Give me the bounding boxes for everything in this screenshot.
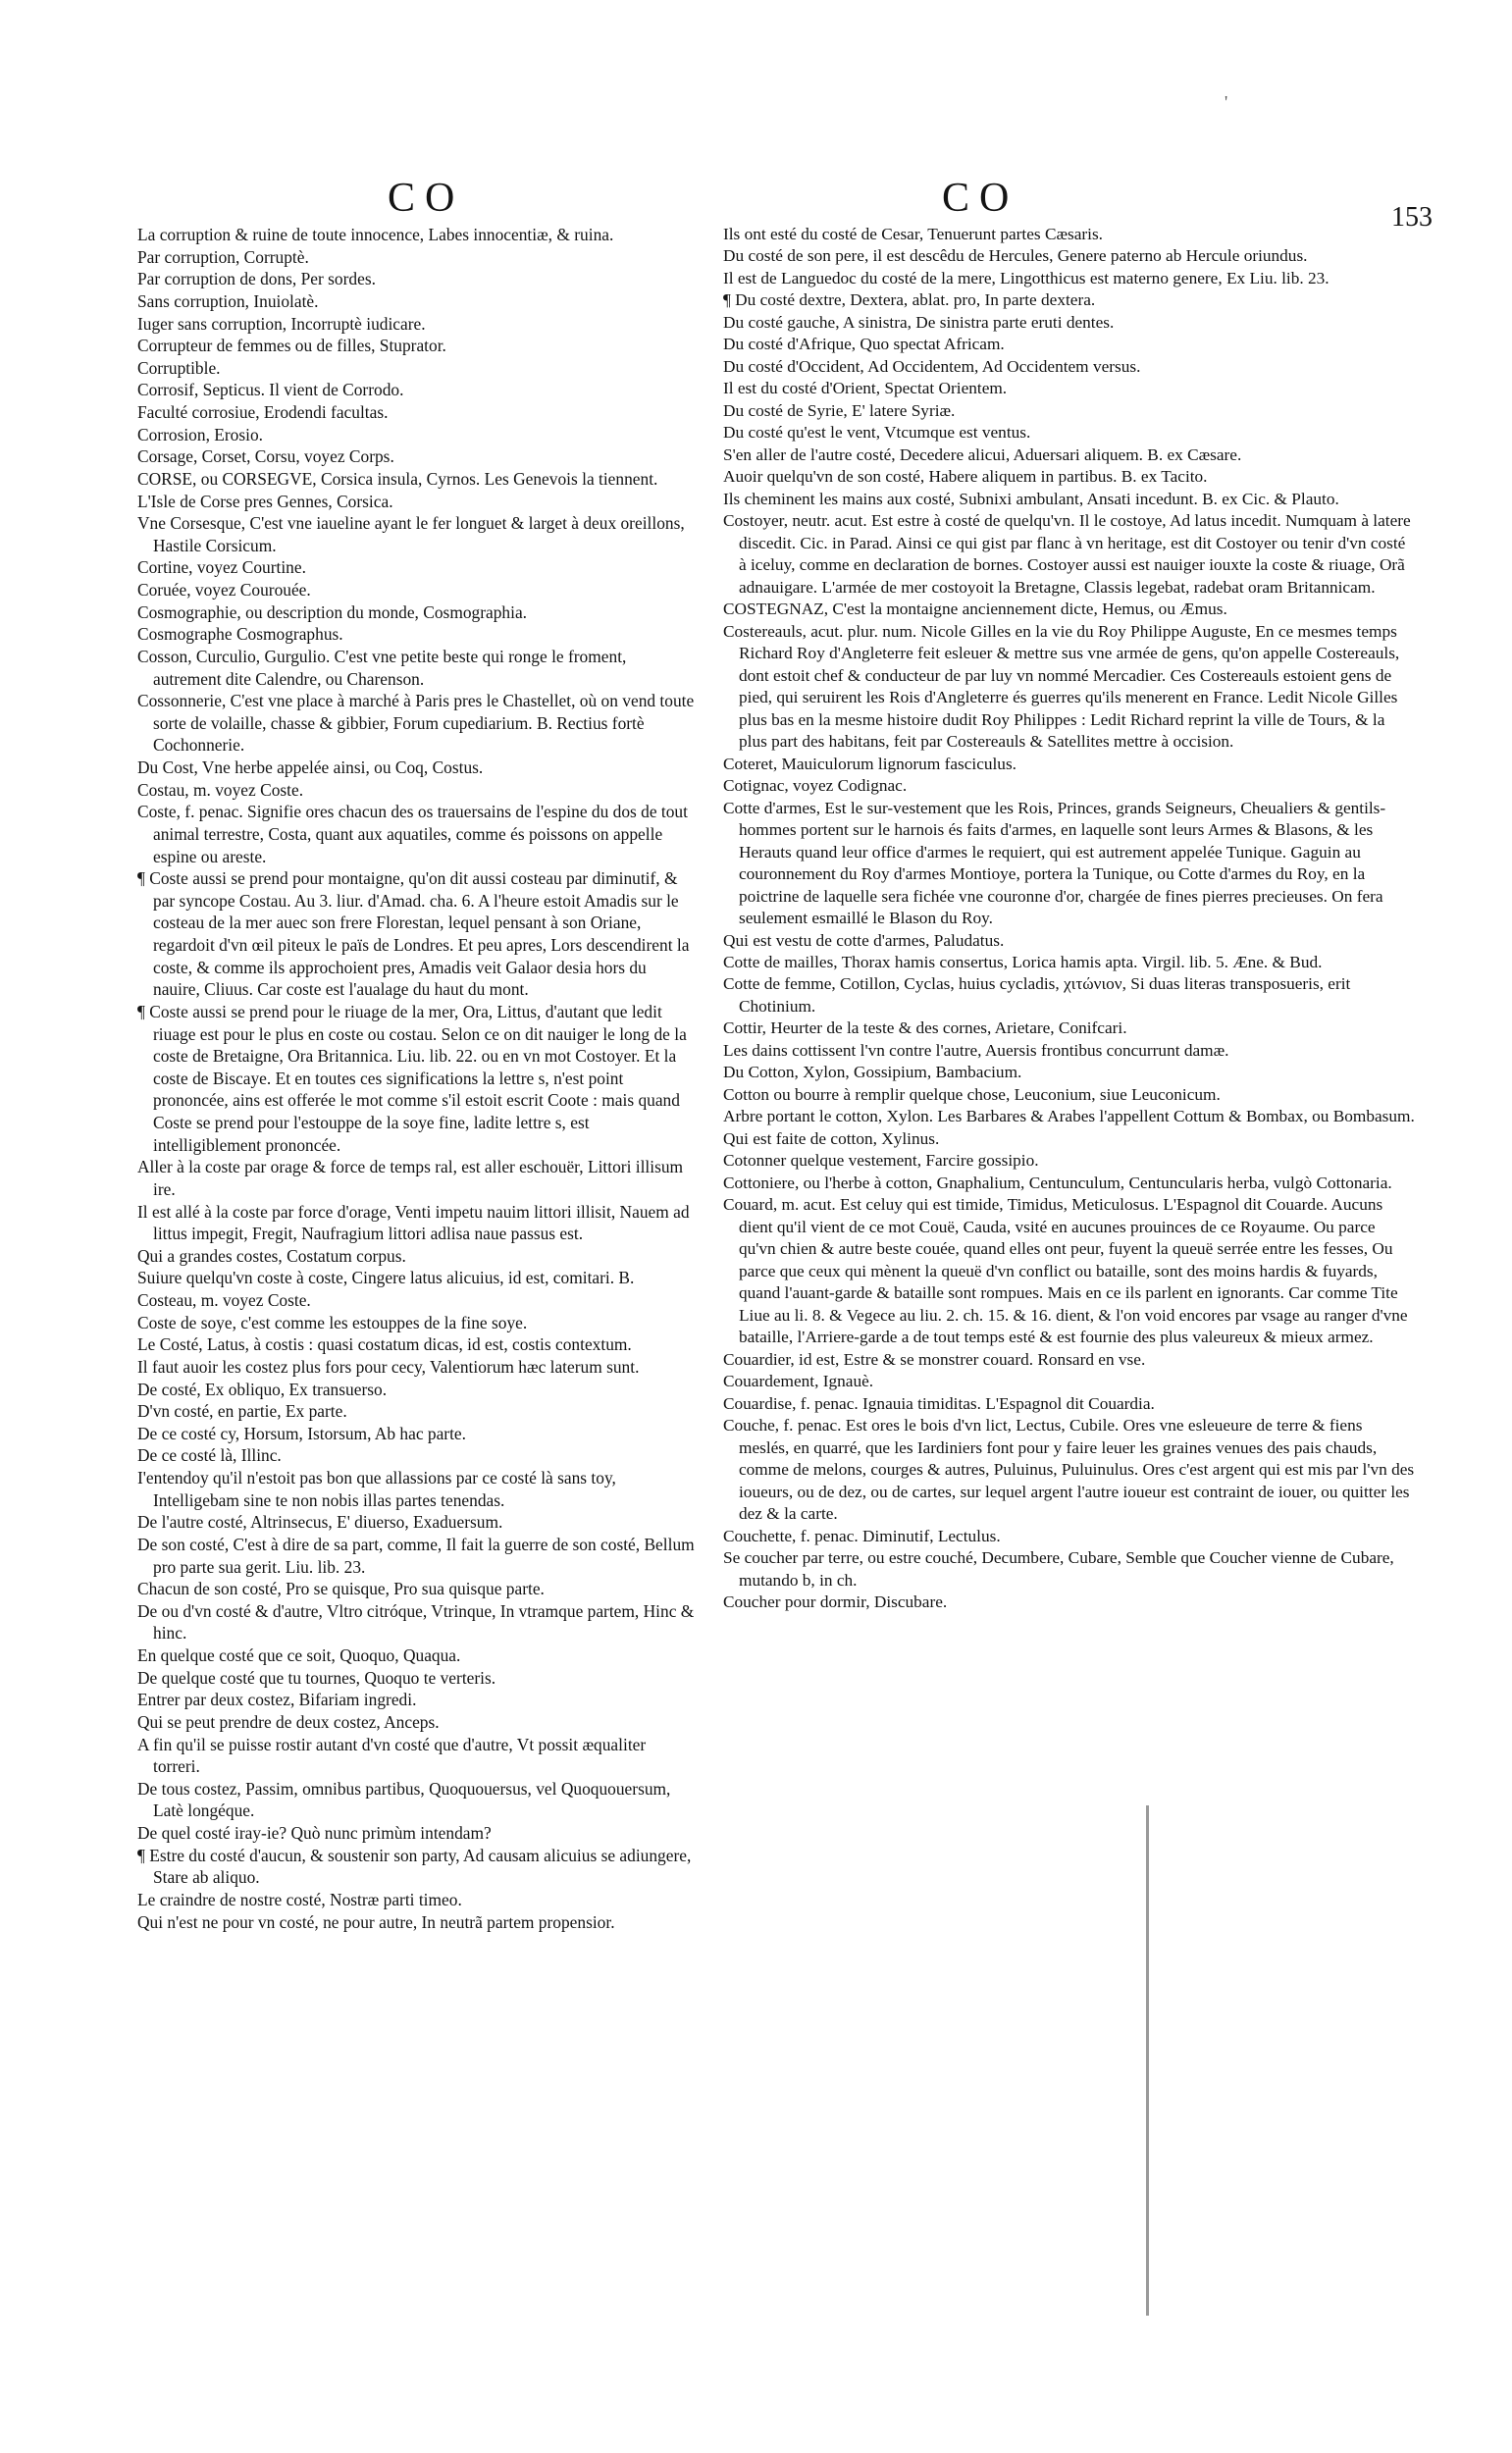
dictionary-entry: Qui est vestu de cotte d'armes, Paludatus. bbox=[723, 930, 1005, 950]
dictionary-entry: Coteret, Mauiculorum lignorum fasciculus. bbox=[723, 754, 1017, 773]
dictionary-entry: De ou d'vn costé & d'autre, Vltro citróque, Vtrinque, In vtramque partem, Hinc & hinc. bbox=[137, 1600, 695, 1644]
dictionary-entry: En quelque costé que ce soit, Quoquo, Quaqua. bbox=[137, 1645, 461, 1665]
dictionary-entry: Coruée, voyez Courouée. bbox=[137, 580, 311, 600]
dictionary-entry: Couard, m. acut. Est celuy qui est timide, Timidus, Meticulosus. L'Espagnol dit Couarde. Aucuns dient qu'il vient de ce mot Couë, Cauda, vsité en aucunes prouinces de ce Royaume. Ou parce qu'vn chien & autre beste couée, quand elles ont peur, fuyent la queuë serrée entre les fesses, Ou parce que ceux qui mènent la queuë d'vn conflict ou bataille, sont des moins hardis & fuyards, quand l'auant-garde & bataille sont rompues. Mais en ce ils parlent en ignorants. Car comme Tite Liue au li. 8. & Vegece au liu. 2. ch. 15. & 16. dient, & l'on void encores par vsage au ranger d'vne bataille, l'Arriere-garde a de tout temps esté & est fournie des plus valeureux & mieux armez. bbox=[723, 1195, 1408, 1347]
dictionary-entry: CORSE, ou CORSEGVE, Corsica insula, Cyrnos. Les Genevois la tiennent. bbox=[137, 468, 658, 489]
dictionary-entry: ¶ Du costé dextre, Dextera, ablat. pro, In parte dextera. bbox=[723, 290, 1096, 310]
page-number: 153 bbox=[1391, 202, 1433, 233]
margin-rule bbox=[1146, 1805, 1149, 2316]
dictionary-entry: Du costé de son pere, il est descêdu de Hercules, Genere paterno ab Hercule oriundus. bbox=[723, 246, 1308, 266]
dictionary-entry: Du Cotton, Xylon, Gossipium, Bambacium. bbox=[723, 1063, 1022, 1082]
dictionary-entry: Aller à la coste par orage & force de temps ral, est aller eschouër, Littori illisum ire. bbox=[137, 1157, 684, 1199]
dictionary-entry: Arbre portant le cotton, Xylon. Les Barbares & Arabes l'appellent Cottum & Bombax, ou Bombasum. bbox=[723, 1107, 1415, 1126]
dictionary-entry: Suiure quelqu'vn coste à coste, Cingere latus alicuius, id est, comitari. B. bbox=[137, 1268, 635, 1288]
dictionary-entry: La corruption & ruine de toute innocence, Labes innocentiæ, & ruina. bbox=[137, 225, 614, 244]
dictionary-entry: Cotte de mailles, Thorax hamis consertus, Lorica hamis apta. Virgil. lib. 5. Æne. & Bud. bbox=[723, 952, 1323, 971]
margin-mark: ' bbox=[1225, 92, 1228, 112]
dictionary-entry: Qui a grandes costes, Costatum corpus. bbox=[137, 1245, 406, 1266]
dictionary-entry: Corsage, Corset, Corsu, voyez Corps. bbox=[137, 446, 394, 467]
dictionary-entry: Faculté corrosiue, Erodendi facultas. bbox=[137, 402, 389, 422]
dictionary-entry: Cosson, Curculio, Gurgulio. C'est vne petite beste qui ronge le froment, autrement dite Calendre, ou Charenson. bbox=[137, 646, 627, 689]
dictionary-entry: Cotte d'armes, Est le sur-vestement que les Rois, Princes, grands Seigneurs, Cheualiers & gentils-hommes portent sur le harnois és faits d'armes, en laquelle sont leurs Armes & Blasons, & les Herauts quand leur office d'armes le requiert, qui est autrement appelée Tunique. Gaguin au couronnement du Roy d'armes Montioye, portera la Tunique, ou Cotte d'armes du Roy, en la poictrine de laquelle sera fichée vne couronne d'or, chargée de fines pierres precieuses. On fera seulement esmaillé le Blason du Roy. bbox=[723, 798, 1386, 928]
dictionary-entry: De costé, Ex obliquo, Ex transuerso. bbox=[137, 1379, 388, 1399]
dictionary-entry: Qui est faite de cotton, Xylinus. bbox=[723, 1128, 940, 1148]
dictionary-entry: Couardement, Ignauè. bbox=[723, 1372, 874, 1391]
dictionary-entry: Les dains cottissent l'vn contre l'autre, Auersis frontibus concurrunt damæ. bbox=[723, 1040, 1229, 1060]
dictionary-entry: Cortine, voyez Courtine. bbox=[137, 557, 306, 578]
dictionary-entry: Ils cheminent les mains aux costé, Subnixi ambulant, Ansati incedunt. B. ex Cic. & Plauto. bbox=[723, 489, 1339, 508]
dictionary-entry: Costoyer, neutr. acut. Est estre à costé de quelqu'vn. Il le costoye, Ad latus incedit. Numquam à latere discedit. Cic. in Parad. Ainsi ce qui gist par flanc à vn heritage, est dit Costoyer ou tenir d'vn costé à iceluy, comme en declaration de bornes. Costoyer aussi est nauiger iouxte la coste & riuage, Orã adnauigare. L'armée de mer costoyoit la Bretagne, Classis legebat, radebat oram Britannicam. bbox=[723, 511, 1411, 597]
dictionary-entry: Coste, f. penac. Signifie ores chacun des os trauersains de l'espine du dos de tout animal terrestre, Costa, quant aux aquatiles, comme és poissons on appelle espine ou areste. bbox=[137, 802, 688, 866]
dictionary-entry: Cotonner quelque vestement, Farcire gossipio. bbox=[723, 1151, 1039, 1171]
dictionary-entry: Cosmographe Cosmographus. bbox=[137, 624, 343, 645]
dictionary-entry: De quel costé iray-ie? Quò nunc primùm intendam? bbox=[137, 1823, 492, 1843]
dictionary-entry: Du costé de Syrie, E' latere Syriæ. bbox=[723, 400, 956, 420]
dictionary-entry: ¶ Estre du costé d'aucun, & soustenir son party, Ad causam alicuius se adiungere, Stare ab aliquo. bbox=[137, 1845, 692, 1888]
dictionary-entry: Cotton ou bourre à remplir quelque chose, Leuconium, siue Leuconicum. bbox=[723, 1084, 1221, 1104]
dictionary-entry: Du Cost, Vne herbe appelée ainsi, ou Coq, Costus. bbox=[137, 757, 484, 777]
right-column bbox=[723, 224, 1415, 1614]
dictionary-entry: Se coucher par terre, ou estre couché, Decumbere, Cubare, Semble que Coucher vienne de Cubare, mutando b, in ch. bbox=[723, 1548, 1394, 1590]
dictionary-entry: De son costé, C'est à dire de sa part, comme, Il fait la guerre de son costé, Bellum pro parte sua gerit. Liu. lib. 23. bbox=[137, 1534, 695, 1577]
dictionary-entry: Corrosif, Septicus. Il vient de Corrodo. bbox=[137, 380, 404, 400]
dictionary-entry: Qui se peut prendre de deux costez, Anceps. bbox=[137, 1711, 440, 1732]
dictionary-entry: Coucher pour dormir, Discubare. bbox=[723, 1592, 948, 1612]
dictionary-entry: Entrer par deux costez, Bifariam ingredi. bbox=[137, 1690, 417, 1710]
dictionary-entry: Corruptible. bbox=[137, 357, 221, 378]
dictionary-entry: De l'autre costé, Altrinsecus, E' diuerso, Exaduersum. bbox=[137, 1512, 503, 1533]
dictionary-entry: Par corruption de dons, Per sordes. bbox=[137, 269, 376, 289]
dictionary-entry: Corrosion, Erosio. bbox=[137, 424, 264, 444]
dictionary-entry: I'entendoy qu'il n'estoit pas bon que allassions par ce costé là sans toy, Intelligebam sine te non nobis illas partes tenendas. bbox=[137, 1468, 616, 1510]
left-running-header: CO bbox=[388, 176, 465, 221]
dictionary-entry: Qui n'est ne pour vn costé, ne pour autre, In neutrã partem propensior. bbox=[137, 1911, 615, 1932]
dictionary-entry: Du costé d'Afrique, Quo spectat Africam. bbox=[723, 335, 1005, 354]
dictionary-entry: De ce costé cy, Horsum, Istorsum, Ab hac parte. bbox=[137, 1423, 466, 1443]
dictionary-entry: Il est de Languedoc du costé de la mere, Lingotthicus est materno genere, Ex Liu. lib. 23. bbox=[723, 268, 1330, 287]
dictionary-entry: COSTEGNAZ, C'est la montaigne anciennement dicte, Hemus, ou Æmus. bbox=[723, 600, 1227, 619]
dictionary-entry: Le craindre de nostre costé, Nostræ parti timeo. bbox=[137, 1889, 462, 1909]
dictionary-entry: Couardier, id est, Estre & se monstrer couard. Ronsard en vse. bbox=[723, 1349, 1146, 1369]
dictionary-entry: Il est allé à la coste par force d'orage, Venti impetu nauim littori illisit, Nauem ad littus impegit, Fregit, Naufragium littori adlisa naue passus est. bbox=[137, 1201, 690, 1244]
dictionary-entry: Costeau, m. voyez Coste. bbox=[137, 1290, 311, 1310]
right-running-header: CO bbox=[942, 176, 1019, 221]
dictionary-entry: Il faut auoir les costez plus fors pour cecy, Valentiorum hæc laterum sunt. bbox=[137, 1356, 640, 1377]
dictionary-entry: De quelque costé que tu tournes, Quoquo te verteris. bbox=[137, 1667, 496, 1688]
dictionary-entry: Cossonnerie, C'est vne place à marché à Paris pres le Chastellet, où on vend toute sorte de volaille, chasse & gibbier, Forum cupediarium. B. Rectius fortè Cochonnerie. bbox=[137, 691, 695, 756]
dictionary-entry: Cotignac, voyez Codignac. bbox=[723, 776, 908, 796]
dictionary-entry: ¶ Coste aussi se prend pour montaigne, qu'on dit aussi costeau par diminutif, & par syncope Costau. Au 3. liur. d'Amad. cha. 6. A l'heure estoit Amadis sur le costeau de la mer auec son frere Florestan, lequel pensant à son Oriane, regardoit d'vn œil piteux le païs de Londres. Et peu apres, Lors descendirent la coste, & comme ils approchoient pres, Amadis veit Galaor desia hors du nauire, Cliuus. Car coste est l'aualage du haut du mont. bbox=[137, 868, 690, 1000]
dictionary-entry: Cottoniere, ou l'herbe à cotton, Gnaphalium, Centunculum, Centuncularis herba, vulgò Cottonaria. bbox=[723, 1173, 1392, 1192]
dictionary-entry: Il est du costé d'Orient, Spectat Orientem. bbox=[723, 379, 1008, 398]
dictionary-entry: Couchette, f. penac. Diminutif, Lectulus. bbox=[723, 1526, 1001, 1545]
dictionary-entry: Du costé gauche, A sinistra, De sinistra parte eruti dentes. bbox=[723, 312, 1115, 332]
dictionary-entry: Ils ont esté du costé de Cesar, Tenuerunt partes Cæsaris. bbox=[723, 225, 1103, 243]
dictionary-entry: Du costé qu'est le vent, Vtcumque est ventus. bbox=[723, 423, 1031, 443]
dictionary-entry: Auoir quelqu'vn de son costé, Habere aliquem in partibus. B. ex Tacito. bbox=[723, 467, 1208, 487]
dictionary-entry: De ce costé là, Illinc. bbox=[137, 1445, 282, 1466]
dictionary-entry: Du costé d'Occident, Ad Occidentem, Ad Occidentem versus. bbox=[723, 356, 1141, 376]
dictionary-entry: A fin qu'il se puisse rostir autant d'vn costé que d'autre, Vt possit æqualiter torreri. bbox=[137, 1734, 647, 1777]
dictionary-entry: De tous costez, Passim, omnibus partibus, Quoquouersus, vel Quoquouersum, Latè longéque. bbox=[137, 1778, 671, 1821]
dictionary-entry: Costau, m. voyez Coste. bbox=[137, 779, 304, 800]
dictionary-entry: Le Costé, Latus, à costis : quasi costatum dicas, id est, costis contextum. bbox=[137, 1334, 632, 1355]
dictionary-entry: L'Isle de Corse pres Gennes, Corsica. bbox=[137, 491, 393, 511]
dictionary-entry: Sans corruption, Inuiolatè. bbox=[137, 290, 319, 311]
dictionary-entry: Couche, f. penac. Est ores le bois d'vn lict, Lectus, Cubile. Ores vne esleueure de terre & fiens meslés, en quarré, que les Iardiniers font pour y faire leuer les graines venues des pais chauds, comme de melons, courges & autres, Puluinus, Puluinulus. Ores c'est argent qui est mis par l'vn des ioueurs, ou de dez, ou de cartes, sur lequel argent l'autre ioueur est contraint de iouer, ou quitter les dez & la carte. bbox=[723, 1416, 1415, 1524]
dictionary-entry: S'en aller de l'autre costé, Decedere alicui, Aduersari aliquem. B. ex Cæsare. bbox=[723, 444, 1242, 464]
dictionary-entry: Chacun de son costé, Pro se quisque, Pro sua quisque parte. bbox=[137, 1579, 545, 1599]
left-column bbox=[137, 224, 697, 1933]
dictionary-entry: Par corruption, Corruptè. bbox=[137, 246, 309, 267]
dictionary-entry: D'vn costé, en partie, Ex parte. bbox=[137, 1401, 347, 1422]
dictionary-entry: ¶ Coste aussi se prend pour le riuage de la mer, Ora, Littus, d'autant que ledit riuage est pour le plus en coste ou costau. Selon ce on dit nauiger le long de la coste de Bretaigne, Ora Britannica. Liu. lib. 22. ou en vn mot Costoyer. Et la coste de Biscaye. Et en toutes ces significations la lettre s, n'est point prononcée, ains est offerée le mot comme s'il estoit escrit Coote : mais quand Coste se prend pour l'estouppe de la soye fine, ladite lettre s, est intelligiblement prononcée. bbox=[137, 1001, 687, 1155]
dictionary-entry: Couardise, f. penac. Ignauia timiditas. L'Espagnol dit Couardia. bbox=[723, 1393, 1155, 1413]
dictionary-entry: Cotte de femme, Cotillon, Cyclas, huius cycladis, χιτώνιον, Si duas literas transposueris, erit Chotinium. bbox=[723, 974, 1351, 1016]
dictionary-entry: Coste de soye, c'est comme les estouppes de la fine soye. bbox=[137, 1312, 528, 1332]
dictionary-entry: Corrupteur de femmes ou de filles, Stuprator. bbox=[137, 336, 446, 356]
dictionary-entry: Cottir, Heurter de la teste & des cornes, Arietare, Conifcari. bbox=[723, 1018, 1127, 1038]
dictionary-entry: Cosmographie, ou description du monde, Cosmographia. bbox=[137, 601, 528, 622]
dictionary-entry: Costereauls, acut. plur. num. Nicole Gilles en la vie du Roy Philippe Auguste, En ce mesmes temps Richard Roy d'Angleterre feit esleuer & mettre sus vne armée de gens, qu'on appelle Costereauls, dont estoit chef & conducteur de par luy vn nommé Mercadier. Ces Costereauls estoient gens de pied, qui seruirent les Rois d'Angleterre és guerres qu'ils menerent en France. Ledit Nicole Gilles plus bas en la mesme histoire dudit Roy Philippes : Ledit Richard reprint la ville de Tours, & la plus part des habitans, feit par Costereauls & Satellites mettre à occision. bbox=[723, 621, 1400, 752]
dictionary-entry: Iuger sans corruption, Incorruptè iudicare. bbox=[137, 313, 426, 334]
dictionary-entry: Vne Corsesque, C'est vne iaueline ayant le fer longuet & larget à deux oreillons, Hastile Corsicum. bbox=[137, 513, 685, 555]
